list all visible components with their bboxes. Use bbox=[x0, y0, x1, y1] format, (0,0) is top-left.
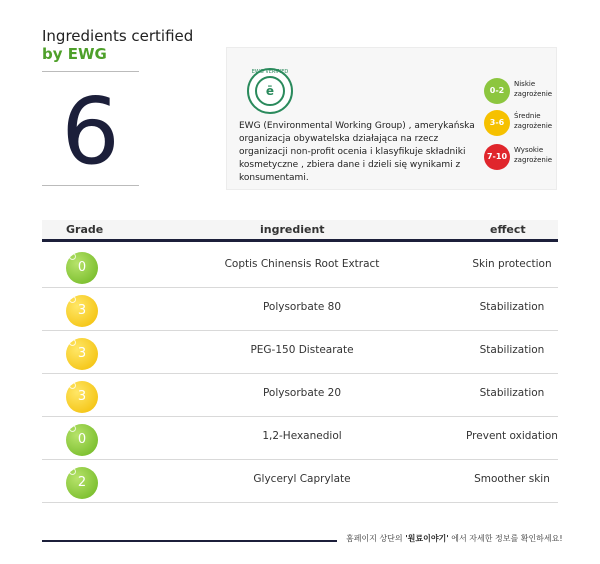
subtitle: by EWG bbox=[42, 45, 107, 63]
grade-value: 3 bbox=[77, 389, 87, 404]
grade-mark-icon bbox=[69, 339, 76, 346]
legend-item-high bbox=[484, 144, 554, 172]
ingredient-effect: Stabilization bbox=[479, 301, 545, 313]
footer-text-bold: '원료이야기' bbox=[405, 534, 449, 543]
ingredient-name: Coptis Chinensis Root Extract bbox=[224, 258, 380, 270]
ewg-logo-ring bbox=[255, 76, 285, 106]
grade-badge bbox=[66, 467, 98, 499]
ewg-description: EWG (Environmental Working Group) , amerykańska organizacja obywatelska działająca na rzecz organizacji non-profit ocenia i klasyfikuje składniki kosmetyczne , zbiera dane i dzieli się wynikami z konsumentami. bbox=[239, 121, 475, 183]
grade-badge bbox=[66, 381, 98, 413]
table-row bbox=[42, 245, 558, 288]
footer-note bbox=[346, 533, 563, 544]
header-ingredient: ingredient bbox=[260, 223, 325, 236]
legend-item-low bbox=[484, 78, 554, 106]
ingredient-effect: Skin protection bbox=[472, 258, 552, 270]
grade-value: 3 bbox=[77, 346, 87, 361]
table-row bbox=[42, 374, 558, 417]
divider-bottom bbox=[42, 185, 139, 186]
ewg-info-box bbox=[226, 47, 557, 190]
table-row bbox=[42, 288, 558, 331]
ingredient-effect: Stabilization bbox=[479, 387, 545, 399]
ingredient-name: Glyceryl Caprylate bbox=[253, 473, 351, 485]
grade-badge bbox=[66, 252, 98, 284]
footer-text-after: 에서 자세한 정보를 확인하세요! bbox=[448, 534, 563, 543]
legend-circle-low: 0-2 bbox=[484, 78, 510, 104]
header-effect: effect bbox=[490, 223, 526, 236]
ewg-logo-e-icon: ē bbox=[265, 84, 275, 98]
grade-badge bbox=[66, 424, 98, 456]
grade-value: 0 bbox=[77, 432, 87, 447]
ewg-logo-top-text: EWG VERIFIED bbox=[251, 69, 289, 75]
footer-text-before: 홈페이지 상단의 bbox=[346, 534, 406, 543]
legend-label-medium: Średnie zagrożenie bbox=[514, 112, 553, 130]
grade-badge bbox=[66, 295, 98, 327]
table-row bbox=[42, 460, 558, 503]
grade-value: 3 bbox=[77, 303, 87, 318]
divider-top bbox=[42, 71, 139, 72]
grade-mark-icon bbox=[69, 425, 76, 432]
ingredient-name: PEG-150 Distearate bbox=[250, 344, 354, 356]
ewg-verified-logo-icon bbox=[247, 68, 293, 114]
grade-value: 0 bbox=[77, 260, 87, 275]
legend-label-low: Niskie zagrożenie bbox=[514, 80, 553, 98]
table-header bbox=[42, 220, 558, 242]
ingredient-effect: Prevent oxidation bbox=[466, 430, 558, 442]
ingredient-count: 6 bbox=[61, 78, 120, 185]
title: Ingredients certified bbox=[42, 27, 194, 45]
ingredient-name: Polysorbate 80 bbox=[262, 301, 342, 313]
footer-rule bbox=[42, 540, 337, 542]
grade-mark-icon bbox=[69, 382, 76, 389]
header-grade: Grade bbox=[66, 223, 104, 236]
legend-circle-medium: 3-6 bbox=[484, 110, 510, 136]
grade-value: 2 bbox=[77, 475, 87, 490]
table-row bbox=[42, 331, 558, 374]
legend-label-high: Wysokie zagrożenie bbox=[514, 146, 553, 164]
ingredient-name: Polysorbate 20 bbox=[262, 387, 342, 399]
ingredient-effect: Stabilization bbox=[479, 344, 545, 356]
legend-item-medium bbox=[484, 110, 554, 138]
grade-badge bbox=[66, 338, 98, 370]
table-row bbox=[42, 417, 558, 460]
grade-mark-icon bbox=[69, 468, 76, 475]
legend-circle-high: 7-10 bbox=[484, 144, 510, 170]
ingredient-effect: Smoother skin bbox=[474, 473, 550, 485]
grade-mark-icon bbox=[69, 253, 76, 260]
grade-mark-icon bbox=[69, 296, 76, 303]
ingredient-name: 1,2-Hexanediol bbox=[262, 430, 342, 442]
